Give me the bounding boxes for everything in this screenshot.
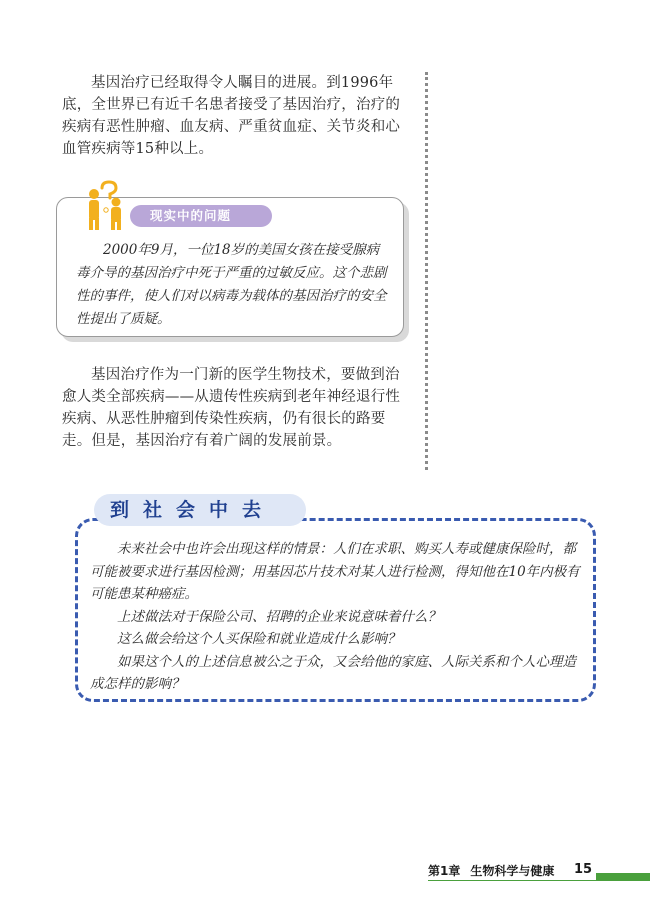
- society-line: 未来社会中也许会出现这样的情景：人们在求职、购买人寿或健康保险时，都可能被要求进行基因检测；用基因芯片技术对某人进行检测，得知他在10年内极有可能患某种癌症。: [90, 541, 580, 602]
- go-to-society-title: 到社会中去: [110, 499, 276, 521]
- body-paragraph-2: 基因治疗作为一门新的医学生物技术，要做到治愈人类全部疾病——从遗传性疾病到老年神经退行性疾病、从恶性肿瘤到传染性疾病，仍有很长的路要走。但是，基因治疗有着广阔的发展前景。: [62, 367, 401, 449]
- society-line: 上述做法对于保险公司、招聘的企业来说意味着什么？: [117, 608, 441, 625]
- footer-green-bar: [596, 873, 650, 880]
- society-line: 这么做会给这个人买保险和就业造成什么影响？: [117, 631, 401, 647]
- page-number: 15: [574, 862, 593, 877]
- margin-dotted-rule: [425, 72, 428, 470]
- footer-chapter-info: [428, 862, 554, 880]
- people-question-icon: [82, 180, 134, 232]
- real-world-text: 2000年9月，一位18岁的美国女孩在接受腺病毒介导的基因治疗中死于严重的过敏反应。这个悲剧性的事件，使人们对以病毒为载体的基因治疗的安全性提出了质疑。: [76, 242, 387, 327]
- footer-chapter-number: 第1章: [428, 864, 461, 878]
- footer-green-line: [428, 880, 650, 881]
- go-to-society-text: [90, 538, 586, 696]
- society-line: 如果这个人的上述信息被公之于众，又会给他的家庭、人际关系和个人心理造成怎样的影响？: [90, 653, 576, 692]
- footer-chapter-title: 生物科学与健康: [470, 864, 555, 878]
- body-paragraph-1: 基因治疗已经取得令人瞩目的进展。到1996年底，全世界已有近千名患者接受了基因治疗，治疗的疾病有恶性肿瘤、血友病、严重贫血症、关节炎和心血管疾病等15种以上。: [62, 75, 401, 157]
- real-world-label: 现实中的问题: [150, 208, 232, 223]
